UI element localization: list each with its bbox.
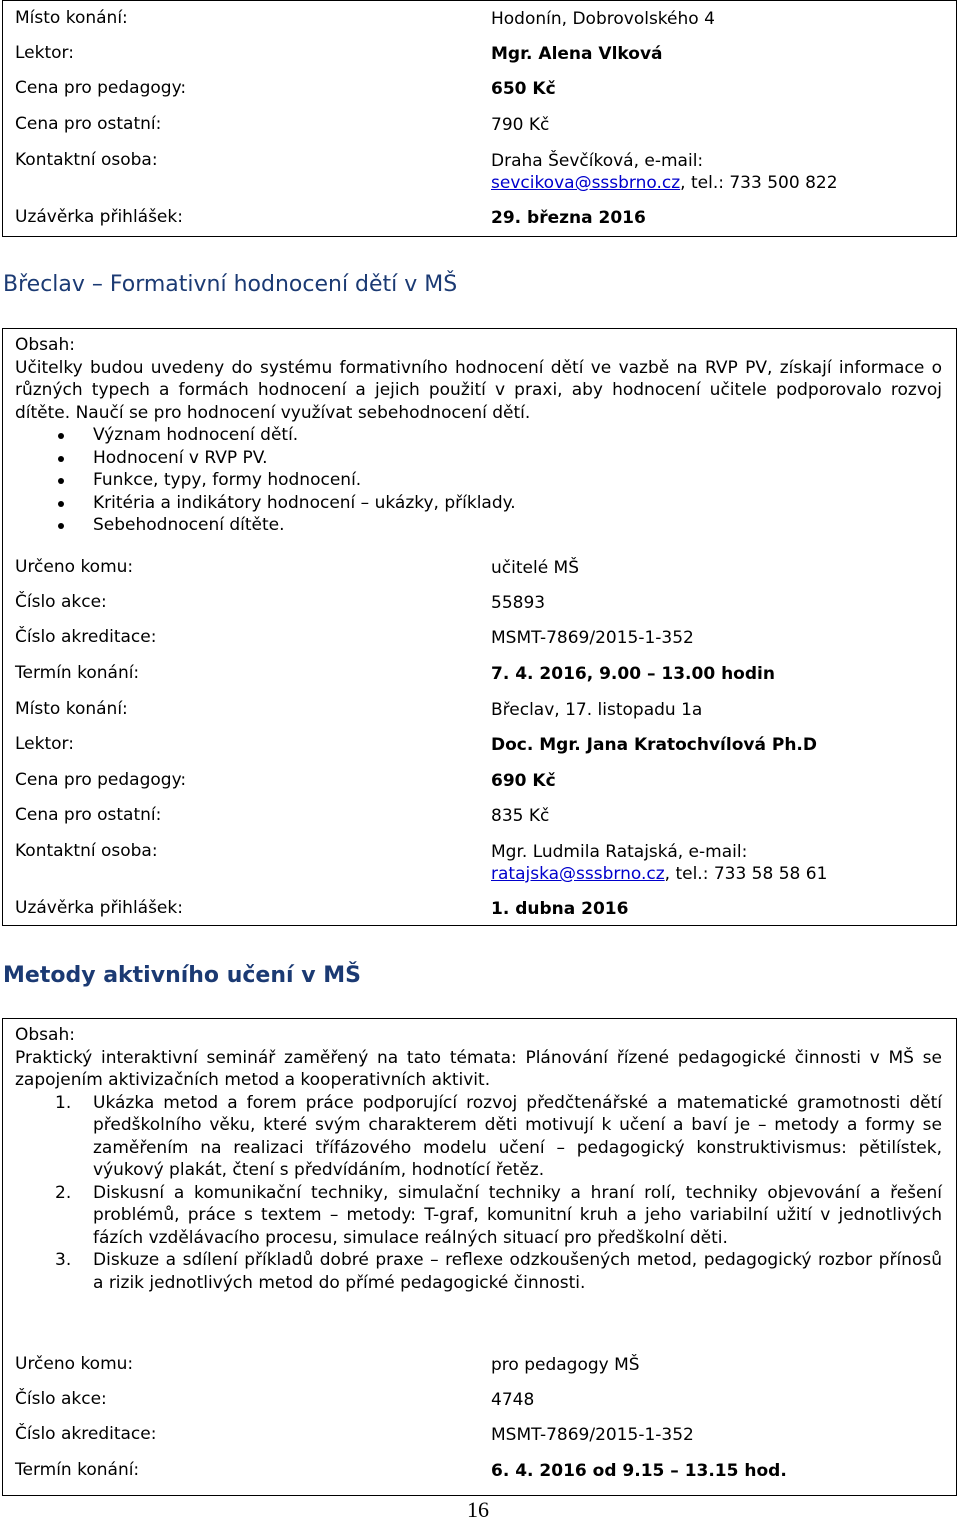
page-number: 16 <box>467 1497 489 1522</box>
info-label: Termín konání: <box>15 1460 140 1480</box>
info-label: Určeno komu: <box>15 1354 134 1374</box>
course-info-box-hodonin <box>2 0 957 237</box>
info-row-place <box>15 699 946 721</box>
list-item <box>15 1249 942 1294</box>
info-row-audience <box>15 1354 946 1376</box>
list-item <box>15 1182 942 1250</box>
content-description: Učitelky budou uvedeny do systému formativního hodnocení dětí ve vazbě na RVP PV, získají informace o různých typech a formách hodnocení a jejich použití v praxi, aby hodnocení učitele podporovalo rozvoj dítěte. Naučí se pro hodnocení využívat sebehodnocení dětí. <box>15 357 942 423</box>
list-item <box>15 514 942 537</box>
info-row-accreditation <box>15 1424 946 1446</box>
info-row-date <box>15 1460 946 1482</box>
info-label: Číslo akce: <box>15 592 107 612</box>
info-value: Mgr. Alena Vlková <box>491 44 663 64</box>
info-row-audience <box>15 557 946 579</box>
topic-list <box>15 1092 942 1295</box>
info-row-lecturer <box>15 734 946 756</box>
contact-tel: , tel.: 733 500 822 <box>680 173 838 193</box>
info-row-event-number <box>15 1389 946 1411</box>
bullet-icon <box>58 501 64 507</box>
list-item-text: Kritéria a indikátory hodnocení – ukázky, příklady. <box>93 492 516 513</box>
info-label: Lektor: <box>15 43 74 63</box>
info-label: Uzávěrka přihlášek: <box>15 898 183 918</box>
list-number: 3. <box>55 1250 72 1270</box>
info-label: Určeno komu: <box>15 557 134 577</box>
bullet-icon <box>58 433 64 439</box>
info-label: Místo konání: <box>15 8 128 28</box>
list-item <box>15 447 942 470</box>
info-value: 1. dubna 2016 <box>491 899 629 919</box>
info-label: Cena pro ostatní: <box>15 805 162 825</box>
info-label: Cena pro pedagogy: <box>15 78 187 98</box>
info-label: Cena pro ostatní: <box>15 114 162 134</box>
list-item-text: Sebehodnocení dítěte. <box>93 515 285 535</box>
info-row-contact <box>15 841 946 885</box>
bullet-icon <box>58 523 64 529</box>
contact-email-link[interactable]: ratajska@sssbrno.cz <box>491 864 665 884</box>
contact-line <box>491 172 838 194</box>
info-value: 6. 4. 2016 od 9.15 – 13.15 hod. <box>491 1461 787 1481</box>
info-label: Termín konání: <box>15 663 140 683</box>
list-item-text: Hodnocení v RVP PV. <box>93 447 268 468</box>
content-label: Obsah: <box>15 1025 75 1045</box>
info-label: Místo konání: <box>15 699 128 719</box>
list-item-text: Diskusní a komunikační techniky, simulační techniky a hraní rolí, techniky objevování a řešení problémů, práce s textem – metody: T-graf, komunitní kruh a jeho variabilní užití v jednotlivých fázích vzdělávacího procesu, simulace reálných situací pro předškolní děti. <box>93 1182 942 1248</box>
info-label: Číslo akreditace: <box>15 1424 157 1444</box>
content-label: Obsah: <box>15 335 75 355</box>
info-value: učitelé MŠ <box>491 558 580 578</box>
list-item <box>15 424 942 447</box>
course-content <box>15 334 942 537</box>
list-item-text: Funkce, typy, formy hodnocení. <box>93 470 362 490</box>
info-value: 29. března 2016 <box>491 208 646 228</box>
course-title-breclav: Břeclav – Formativní hodnocení dětí v MŠ <box>3 272 458 297</box>
info-row-deadline <box>15 207 946 229</box>
course-title-active-learning: Metody aktivního učení v MŠ <box>3 963 361 988</box>
info-value: Hodonín, Dobrovolského 4 <box>491 9 715 29</box>
info-label: Cena pro pedagogy: <box>15 770 187 790</box>
list-item <box>15 492 942 515</box>
course-content <box>15 1024 942 1294</box>
info-value: 790 Kč <box>491 115 550 135</box>
info-label: Číslo akreditace: <box>15 627 157 647</box>
info-value: MSMT-7869/2015-1-352 <box>491 1425 694 1445</box>
info-label: Uzávěrka přihlášek: <box>15 207 183 227</box>
info-row-deadline <box>15 898 946 920</box>
contact-email-link[interactable]: sevcikova@sssbrno.cz <box>491 173 681 193</box>
course-info-box-active-learning <box>2 1018 957 1496</box>
info-value: 650 Kč <box>491 79 556 99</box>
info-label: Kontaktní osoba: <box>15 841 158 861</box>
info-row-price-others <box>15 114 946 136</box>
list-number: 2. <box>55 1182 72 1203</box>
info-value: MSMT-7869/2015-1-352 <box>491 628 694 648</box>
info-label: Kontaktní osoba: <box>15 150 158 170</box>
content-description: Praktický interaktivní seminář zaměřený na tato témata: Plánování řízené pedagogické činnosti v MŠ se zapojením aktivizačních metod a kooperativních aktivit. <box>15 1047 942 1090</box>
list-item-text: Význam hodnocení dětí. <box>93 425 299 445</box>
info-row-date <box>15 663 946 685</box>
list-item <box>15 469 942 492</box>
list-item-text: Diskuze a sdílení příkladů dobré praxe – reflexe odzkoušených metod, pedagogický rozbor přínosů a rizik jednotlivých metod do přímé pedagogické činnosti. <box>93 1250 942 1293</box>
info-value: 835 Kč <box>491 806 550 826</box>
info-value: pro pedagogy MŠ <box>491 1355 640 1375</box>
list-item-text: Ukázka metod a forem práce podporující rozvoj předčtenářské a matematické gramotnosti dětí předškolního věku, které svým charakterem děti motivují k učení a baví je – metody a formy se zaměřením na realizaci třífázového modelu učení – pedagogický konstruktivismus: pětilístek, výukový plakát, čtení s předvídáním, hodnotící řetěz. <box>93 1092 942 1180</box>
info-value: 4748 <box>491 1390 535 1410</box>
list-item <box>15 1092 942 1182</box>
bullet-icon <box>58 456 64 462</box>
info-row-event-number <box>15 592 946 614</box>
info-row-price-teachers <box>15 78 946 100</box>
bullet-icon <box>58 478 64 484</box>
info-value: Doc. Mgr. Jana Kratochvílová Ph.D <box>491 735 817 755</box>
info-value: Mgr. Ludmila Ratajská, e-mail: <box>491 842 748 862</box>
info-value: 55893 <box>491 593 546 613</box>
info-value: Draha Ševčíková, e-mail: <box>491 151 704 171</box>
topic-list <box>15 424 942 537</box>
contact-tel: , tel.: 733 58 58 61 <box>664 864 828 884</box>
info-value: 690 Kč <box>491 771 556 791</box>
info-row-place <box>15 8 946 30</box>
info-row-price-teachers <box>15 770 946 792</box>
info-row-price-others <box>15 805 946 827</box>
info-row-lecturer <box>15 43 946 65</box>
info-row-accreditation <box>15 627 946 649</box>
info-label: Číslo akce: <box>15 1389 107 1409</box>
course-info-box-breclav <box>2 328 957 926</box>
info-value: 7. 4. 2016, 9.00 – 13.00 hodin <box>491 664 775 684</box>
info-label: Lektor: <box>15 734 74 754</box>
list-number: 1. <box>55 1092 72 1113</box>
info-row-contact <box>15 150 946 194</box>
info-value: Břeclav, 17. listopadu 1a <box>491 700 703 720</box>
contact-line <box>491 863 827 885</box>
